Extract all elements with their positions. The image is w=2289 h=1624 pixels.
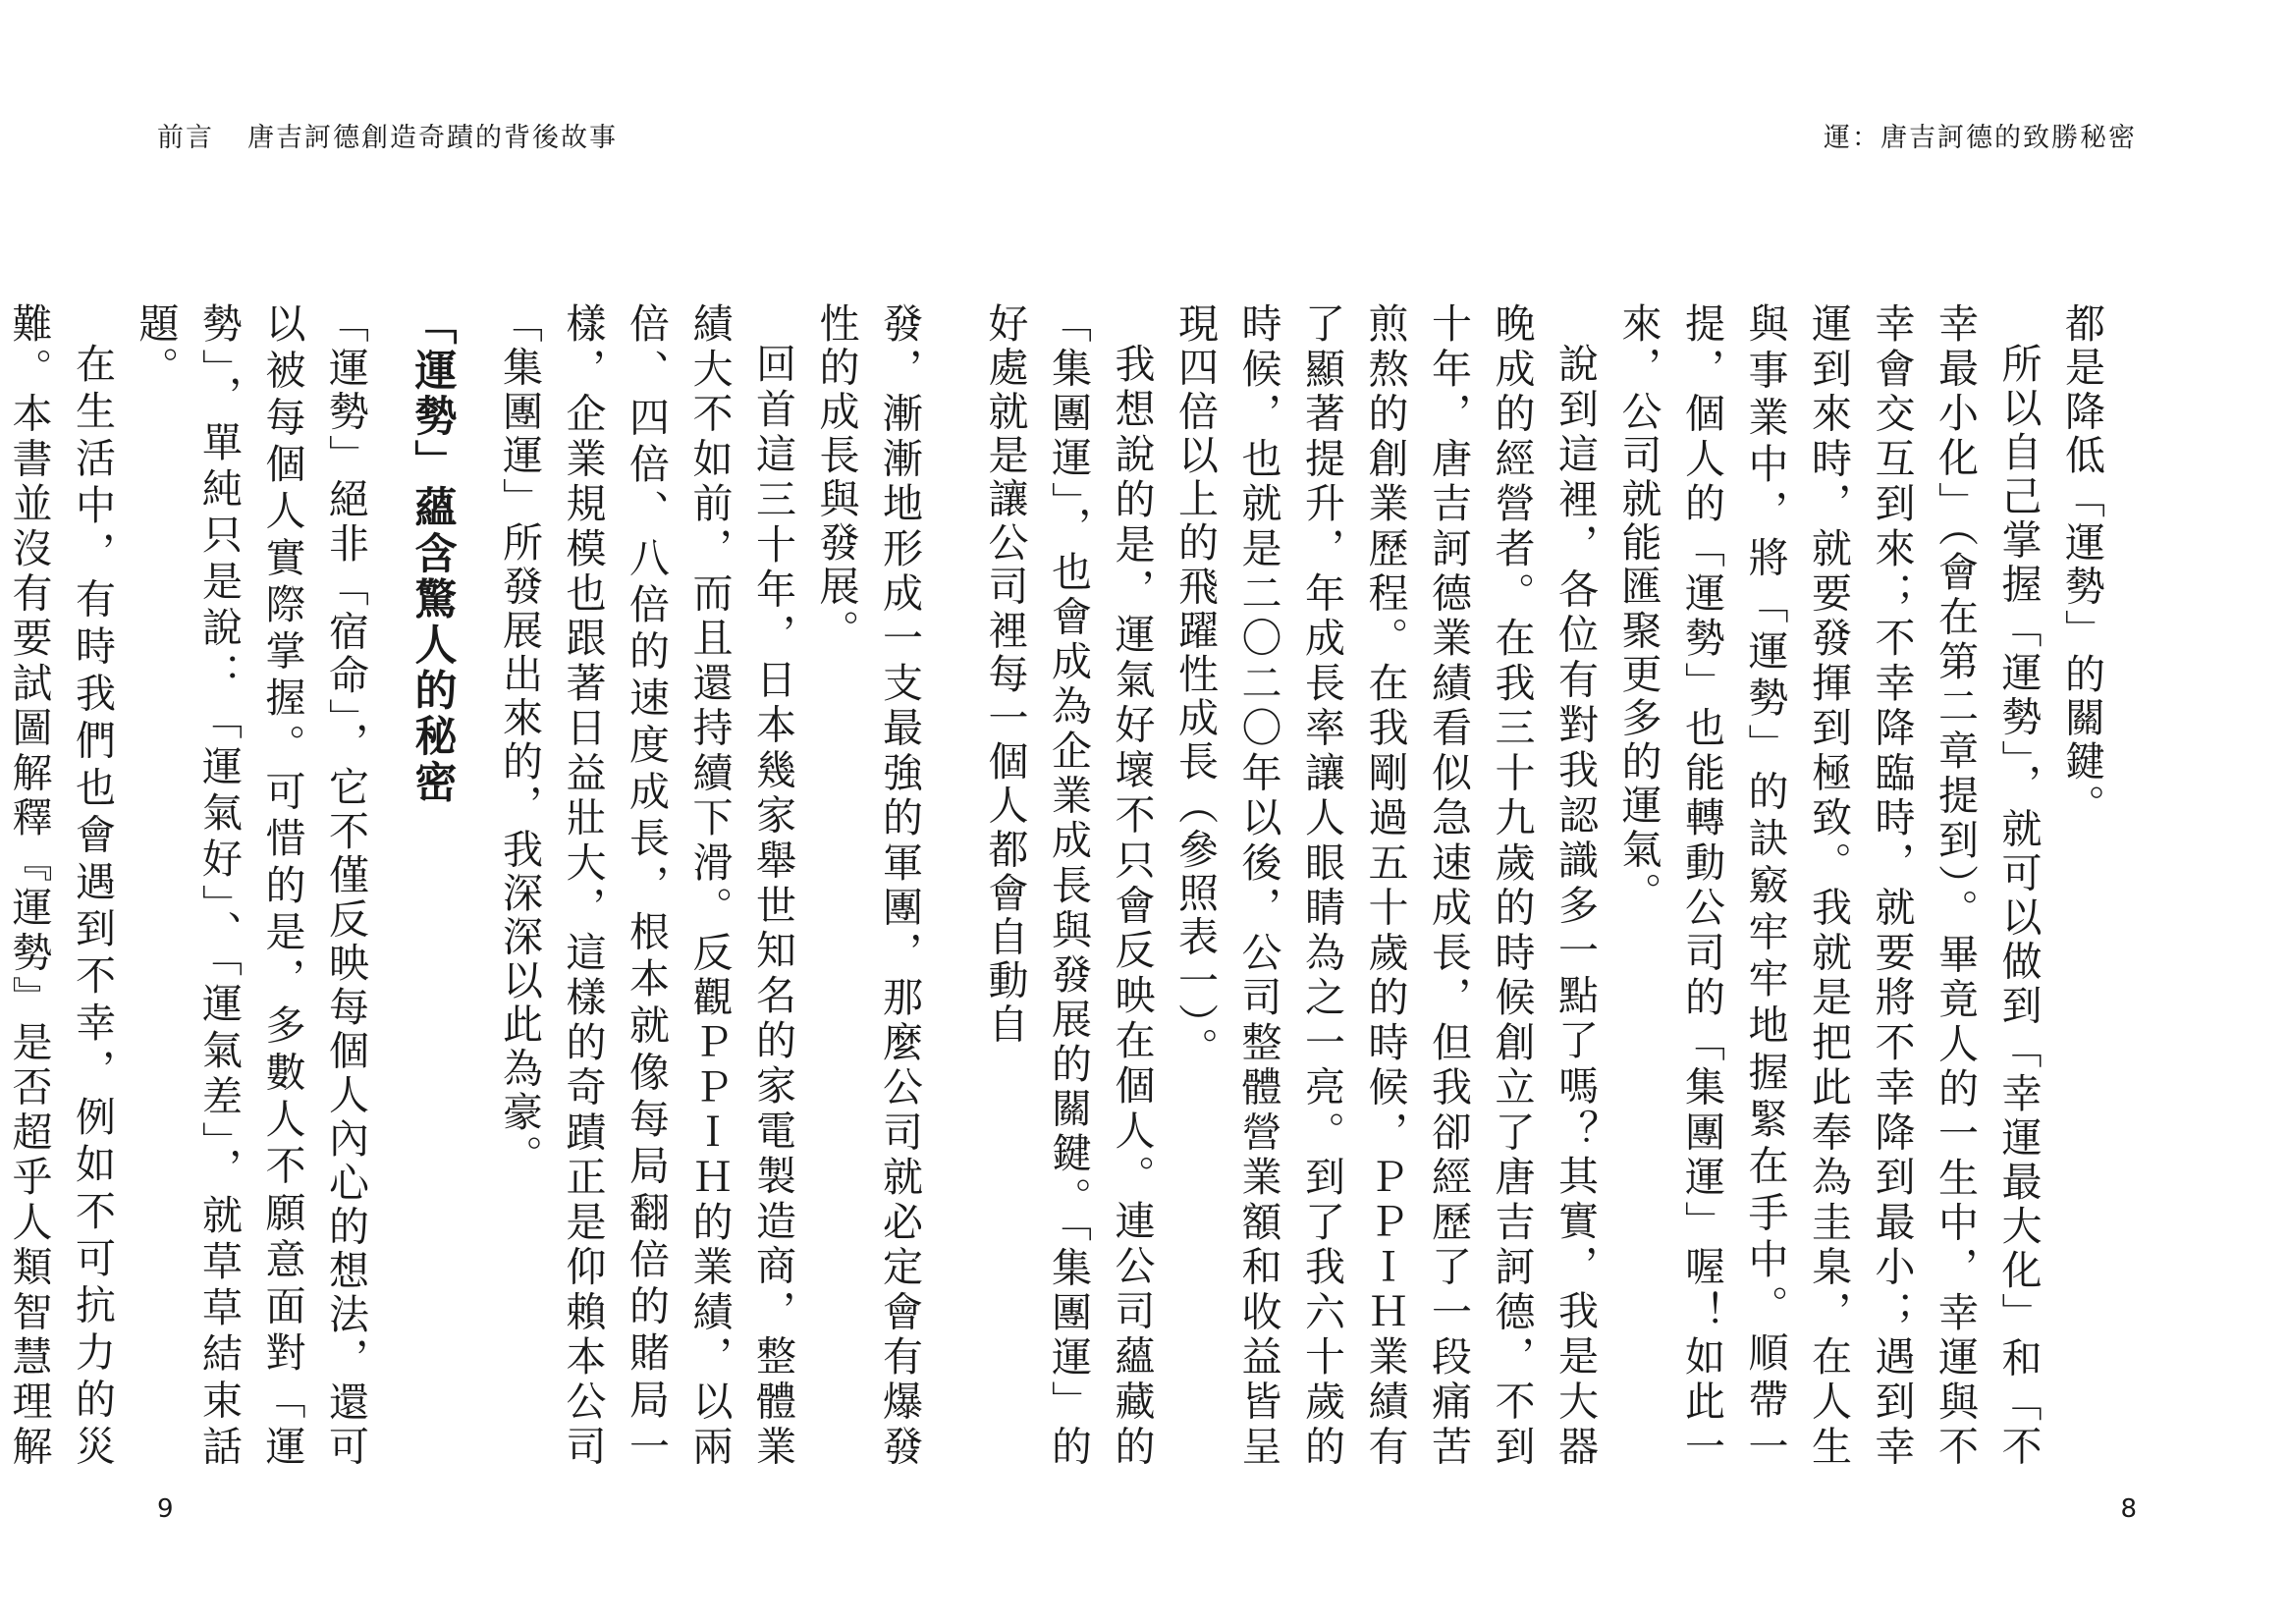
chapter-title: 唐吉訶德創造奇蹟的背後故事 (247, 123, 618, 153)
right-page-body (981, 302, 2113, 1469)
paragraph: 回首這三十年，日本幾家舉世知名的家電製造商，整體業績大不如前，而且還持續下滑。反觀ＰＰＩＨ的業績，以兩倍、四倍、八倍的速度成長，根本就像每局翻倍的賭局一樣，企業規模也跟著日益壯大，這樣的奇蹟正是仰賴本公司「集團運」所發展出來的，我深深以此為豪。 (496, 302, 796, 1469)
right-running-header: 運：唐吉訶德的致勝秘密 (1824, 123, 2137, 153)
paragraph: 「運勢」絕非「宿命」，它不僅反映每個人內心的想法，還可以被每個人實際掌握。可惜的是，多數人不願意面對「運勢」，單純只是說：「運氣好」、「運氣差」，就草草結束話題。 (132, 302, 369, 1469)
chapter-label: 前言 (157, 123, 214, 153)
left-page-body (5, 302, 931, 1469)
paragraph: 說到這裡，各位有對我認識多一點了嗎？其實，我是大器晚成的經營者。在我三十九歲的時候創立了唐吉訶德，不到十年，唐吉訶德業績看似急速成長，但我卻經歷了一段痛苦煎熬的創業歷程。在我剛過五十歲的時候，ＰＰＩＨ業績有了顯著提升，年成長率讓人眼睛為之一亮。到了我六十歲的時候，也就是二〇二〇年以後，公司整體營業額和收益皆呈現四倍以上的飛躍性成長（參照表一）。 (1172, 302, 1599, 1469)
paragraph: 我想說的是，運氣好壞不只會反映在個人。連公司蘊藏的「集團運」，也會成為企業成長與發展的關鍵。「集團運」的好處就是讓公司裡每一個人都會自動自 (981, 302, 1156, 1469)
paragraph: 發，漸漸地形成一支最強的軍團，那麼公司就必定會有爆發性的成長與發展。 (812, 302, 923, 1469)
left-running-header (157, 116, 618, 154)
page-number-right: 8 (2120, 1494, 2137, 1524)
paragraph: 在生活中，有時我們也會遇到不幸，例如不可抗力的災難。本書並沒有要試圖解釋『運勢』是否超乎人類智慧理解 (5, 302, 116, 1469)
section-heading: 「運勢」蘊含驚人的秘密 (408, 302, 458, 806)
paragraph: 所以自己掌握「運勢」，就可以做到「幸運最大化」和「不幸最小化」（會在第二章提到）。畢竟人的一生中，幸運與不幸會交互到來；不幸降臨時，就要將不幸降到最小；遇到幸運到來時，就要發揮到極致。我就是把此奉為圭臬，在人生與事業中，將「運勢」的訣竅牢牢地握緊在手中。順帶一提，個人的「運勢」也能轉動公司的「集團運」喔！如此一來，公司就能匯聚更多的運氣。 (1614, 302, 2043, 1469)
paragraph: 都是降低「運勢」的關鍵。 (2058, 302, 2105, 829)
page-number-left: 9 (157, 1494, 174, 1524)
